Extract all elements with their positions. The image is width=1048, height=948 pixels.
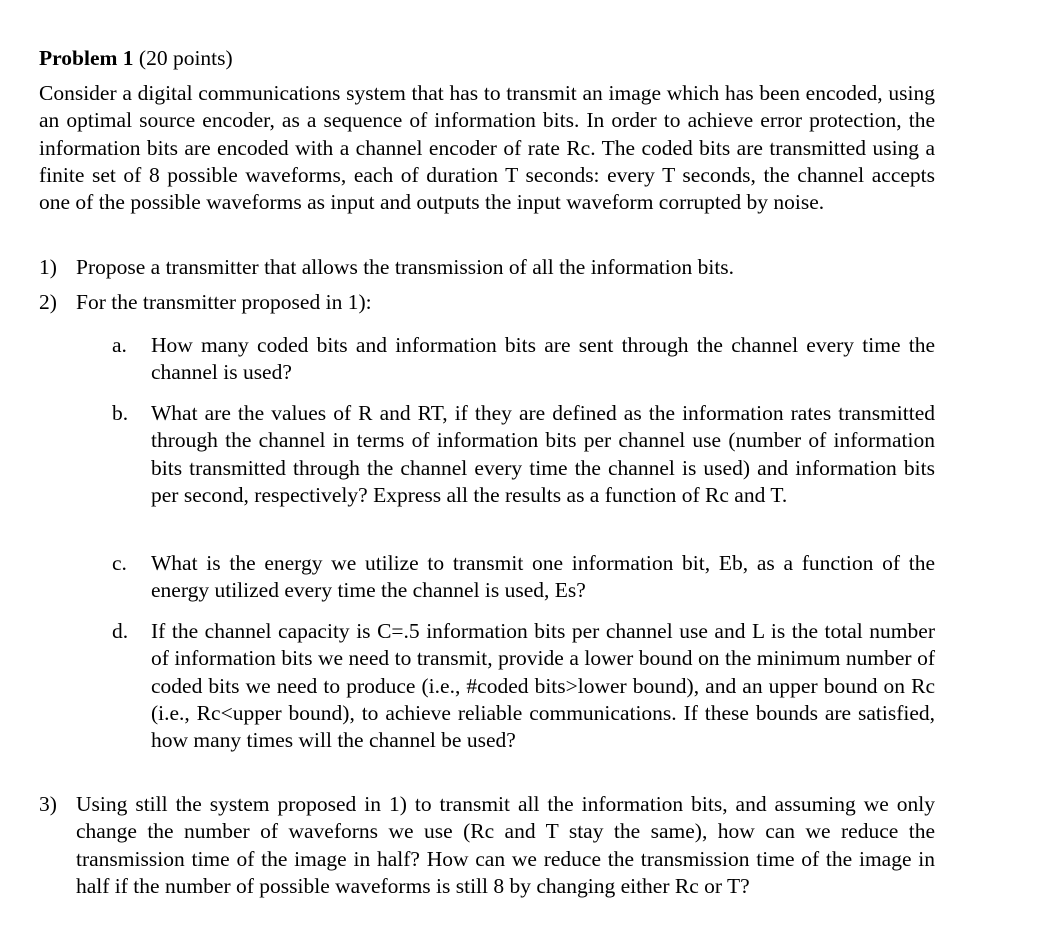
subquestion-label: d.	[112, 619, 129, 643]
problem-heading	[39, 45, 233, 72]
subquestion-text: What is the energy we utilize to transmit one information bit, Eb, as a function of the energy utilized every time the channel is used, Es?	[151, 551, 935, 603]
problem-title: Problem 1	[39, 46, 134, 70]
subquestion-text: How many coded bits and information bits are sent through the channel every time the channel is used?	[151, 333, 935, 385]
subquestion-b	[112, 400, 935, 509]
subquestion-c	[112, 550, 935, 605]
subquestion-text: What are the values of R and RT, if they are defined as the information rates transmitted through the channel in terms of information bits per channel use (number of information bits transmitted through the channel every time the channel is used) and information bits per second, respectively? Express all the results as a function of Rc and T.	[151, 401, 935, 507]
subquestion-label: b.	[112, 401, 129, 425]
question-text: Propose a transmitter that allows the transmission of all the information bits.	[76, 255, 735, 279]
problem-intro: Consider a digital communications system that has to transmit an image which has been encoded, using an optimal source encoder, as a sequence of information bits. In order to achieve error protection, the information bits are encoded with a channel encoder of rate Rc. The coded bits are transmitted using a finite set of 8 possible waveforms, each of duration T seconds: every T seconds, the channel accepts one of the possible waveforms as input and outputs the input waveform corrupted by noise.	[39, 81, 935, 215]
subquestion-text: If the channel capacity is C=.5 information bits per channel use and L is the total number of information bits we need to transmit, provide a lower bound on the minimum number of coded bits we need to produce (i.e., #coded bits>lower bound), and an upper bound on Rc (i.e., Rc<upper bound), to achieve reliable communications. If these bounds are satisfied, how many times will the channel be used?	[151, 619, 935, 753]
question-3	[39, 791, 935, 900]
subquestion-label: c.	[112, 551, 127, 575]
subquestion-d	[112, 618, 935, 754]
problem-points: (20 points)	[138, 46, 233, 70]
question-2	[39, 289, 935, 316]
question-number: 2)	[39, 290, 57, 314]
question-text: For the transmitter proposed in 1):	[76, 290, 372, 314]
question-number: 3)	[39, 792, 57, 816]
subquestion-label: a.	[112, 333, 127, 357]
question-text: Using still the system proposed in 1) to transmit all the information bits, and assuming we only change the number of waveforns we use (Rc and T stay the same), how can we reduce the transmission time of the image in half? How can we reduce the transmission time of the image in half if the number of possible waveforms is still 8 by changing either Rc or T?	[76, 792, 935, 898]
question-number: 1)	[39, 255, 57, 279]
subquestion-a	[112, 332, 935, 387]
question-1	[39, 254, 935, 281]
